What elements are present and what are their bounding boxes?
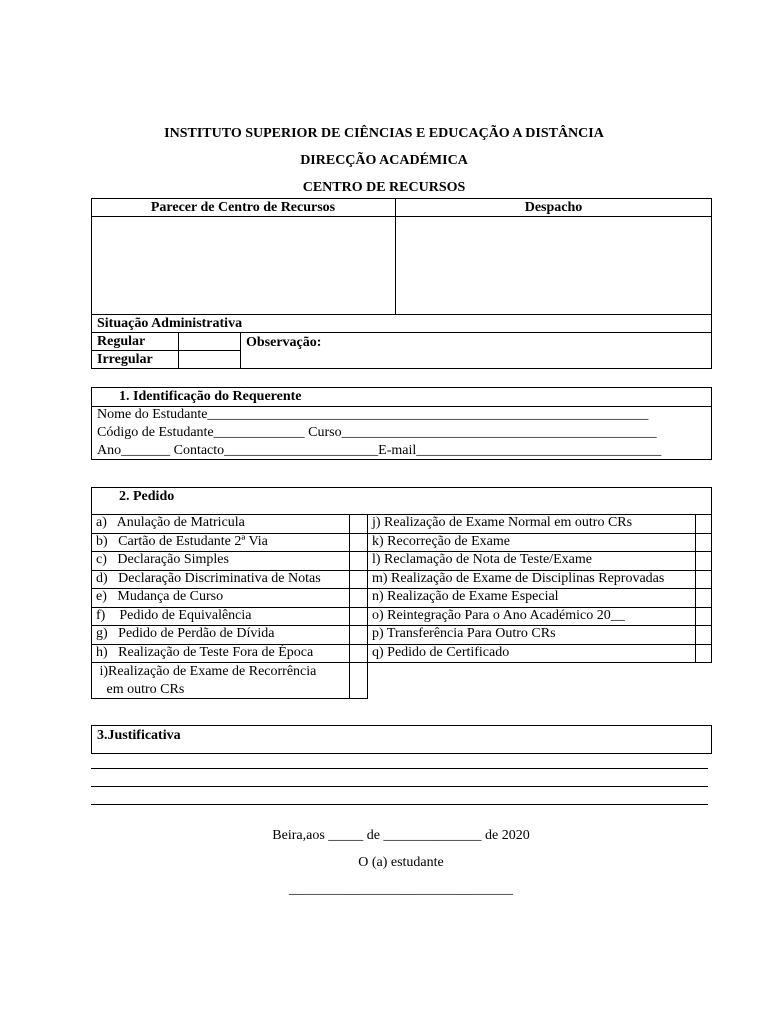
institution-title: INSTITUTO SUPERIOR DE CIÊNCIAS E EDUCAÇÃO A DISTÂNCIA: [164, 126, 604, 141]
table-divider: [240, 332, 241, 369]
situacao-label: Situação Administrativa: [97, 316, 243, 331]
nome-estudante-field[interactable]: Nome do Estudante_______________________________________________________________: [97, 407, 649, 422]
pedido-checkbox[interactable]: [696, 589, 711, 606]
pedido-checkbox[interactable]: [696, 571, 711, 588]
regular-label: Regular: [97, 334, 146, 349]
pedido-left-item: d) Declaração Discriminativa de Notas: [96, 571, 321, 586]
identificacao-title: 1. Identificação do Requerente: [119, 389, 302, 404]
pedido-checkbox[interactable]: [350, 626, 366, 643]
pedido-checkbox[interactable]: [696, 608, 711, 625]
pedido-right-item: k) Recorreção de Exame: [372, 534, 510, 549]
pedido-left-item: h) Realização de Teste Fora de Época: [96, 645, 314, 660]
pedido-right-item: q) Pedido de Certificado: [372, 645, 510, 660]
pedido-checkbox[interactable]: [350, 571, 366, 588]
pedido-checkbox[interactable]: [350, 663, 366, 697]
pedido-checkbox[interactable]: [350, 589, 366, 606]
pedido-right-item: o) Reintegração Para o Ano Académico 20__: [372, 608, 625, 623]
despacho-field[interactable]: [396, 217, 711, 313]
observacao-label: Observação:: [246, 335, 322, 350]
justificativa-line[interactable]: [91, 804, 708, 805]
ano-contacto-email-field[interactable]: Ano_______ Contacto______________________E-mail___________________________________: [97, 443, 662, 458]
pedido-left-item: f) Pedido de Equivalência: [96, 608, 252, 623]
pedido-left-item: g) Pedido de Perdão de Dívida: [96, 626, 275, 641]
pedido-checkbox[interactable]: [350, 552, 366, 569]
despacho-header: Despacho: [524, 200, 583, 215]
pedido-right-item: l) Reclamação de Nota de Teste/Exame: [372, 552, 592, 567]
codigo-curso-field[interactable]: Código de Estudante_____________ Curso_____________________________________________: [97, 425, 657, 440]
pedido-left-item: e) Mudança de Curso: [96, 589, 224, 604]
pedido-right-item: m) Realização de Exame de Disciplinas Reprovadas: [372, 571, 665, 586]
pedido-title-box: [91, 487, 712, 515]
regular-checkbox[interactable]: [179, 333, 239, 349]
signature-line[interactable]: ________________________________: [289, 882, 513, 897]
pedido-left-item-cont: em outro CRs: [96, 682, 185, 697]
date-line[interactable]: Beira,aos _____ de ______________ de 2020: [272, 828, 530, 843]
pedido-checkbox[interactable]: [696, 515, 711, 532]
pedido-left-item: b) Cartão de Estudante 2ª Via: [96, 534, 268, 549]
department-title: DIRECÇÃO ACADÉMICA: [300, 153, 468, 168]
pedido-title: 2. Pedido: [119, 489, 175, 504]
parecer-field[interactable]: [92, 217, 394, 313]
pedido-left-item: a) Anulação de Matricula: [96, 515, 245, 530]
pedido-checkbox[interactable]: [350, 608, 366, 625]
pedido-checkbox[interactable]: [696, 626, 711, 643]
pedido-left-item: c) Declaração Simples: [96, 552, 229, 567]
pedido-checkbox[interactable]: [696, 645, 711, 662]
pedido-checkbox[interactable]: [696, 534, 711, 551]
justificativa-box: [91, 725, 712, 754]
center-title: CENTRO DE RECURSOS: [302, 180, 466, 195]
student-label: O (a) estudante: [358, 855, 444, 870]
parecer-header: Parecer de Centro de Recursos: [150, 200, 336, 215]
justificativa-line[interactable]: [91, 786, 708, 787]
irregular-checkbox[interactable]: [179, 351, 239, 368]
pedido-left-item: i)Realização de Exame de Recorrência: [96, 664, 317, 679]
justificativa-line[interactable]: [91, 768, 708, 769]
pedido-checkbox[interactable]: [350, 645, 366, 662]
pedido-checkbox[interactable]: [350, 515, 366, 532]
observacao-field[interactable]: [330, 333, 710, 368]
pedido-right-item: n) Realização de Exame Especial: [372, 589, 559, 604]
irregular-label: Irregular: [97, 352, 153, 367]
pedido-checkbox[interactable]: [696, 552, 711, 569]
pedido-right-item: j) Realização de Exame Normal em outro CRs: [372, 515, 633, 530]
justificativa-title: 3.Justificativa: [97, 728, 181, 743]
pedido-checkbox[interactable]: [350, 534, 366, 551]
pedido-right-item: p) Transferência Para Outro CRs: [372, 626, 556, 641]
